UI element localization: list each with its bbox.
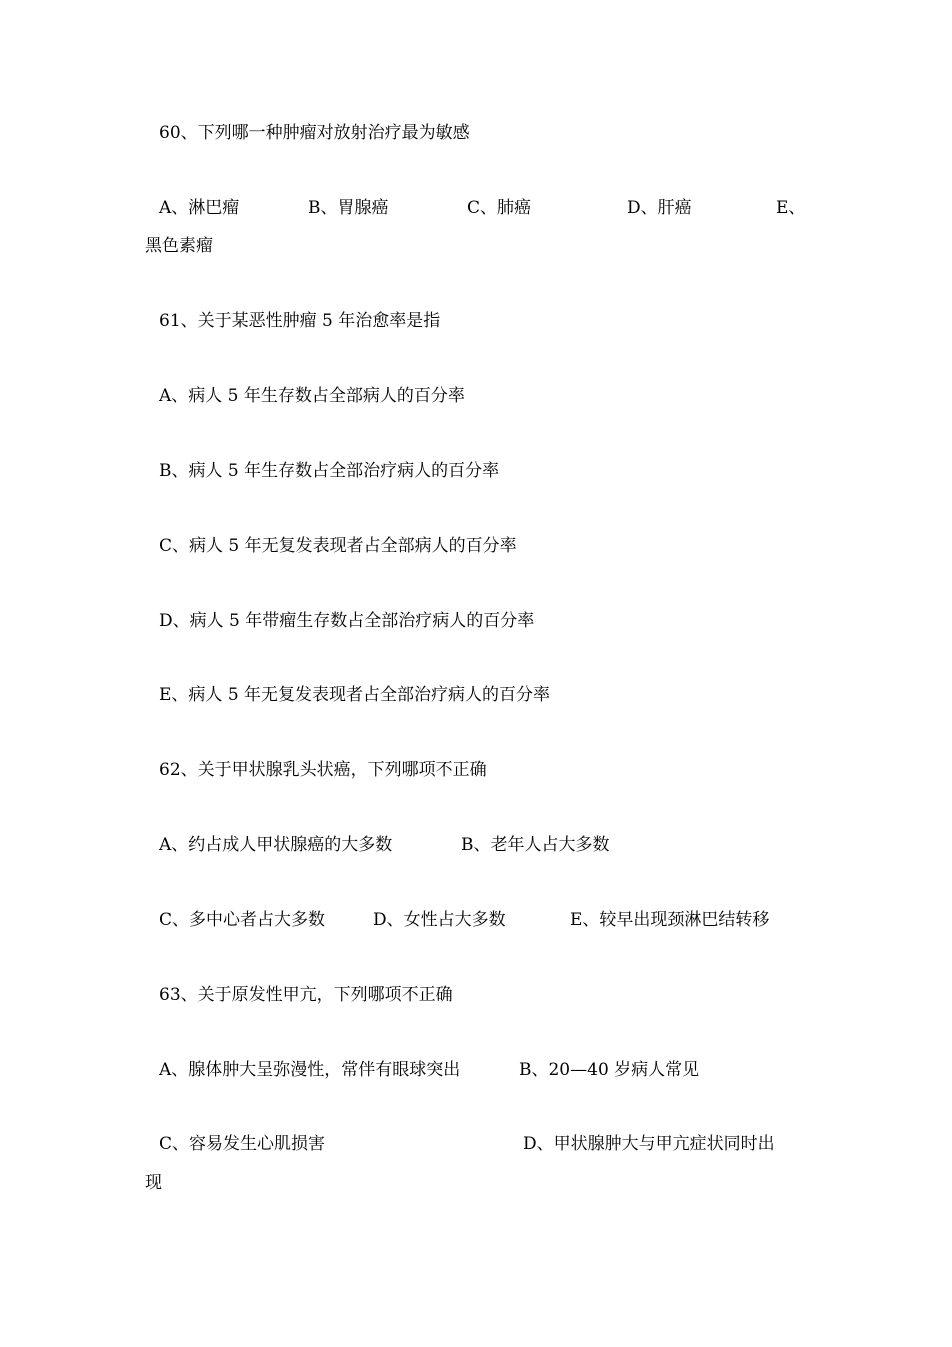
question-61-option-e: E、病人 5 年无复发表现者占全部治疗病人的百分率: [159, 685, 551, 705]
question-63-option-b: B、20—40 岁病人常见: [519, 1060, 700, 1080]
question-63-option-d-wrap: 现: [145, 1173, 162, 1193]
question-60-stem: 60、下列哪一种肿瘤对放射治疗最为敏感: [159, 123, 470, 143]
question-60-option-a: A、淋巴瘤: [159, 198, 240, 218]
question-62-option-d: D、女性占大多数: [373, 910, 506, 930]
question-61-option-a: A、病人 5 年生存数占全部病人的百分率: [159, 386, 465, 406]
question-61-stem: 61、关于某恶性肿瘤 5 年治愈率是指: [159, 311, 441, 331]
question-60-option-e-wrap: 黑色素瘤: [145, 236, 213, 256]
question-63-option-a: A、腺体肿大呈弥漫性，常伴有眼球突出: [159, 1060, 461, 1080]
question-62-option-a: A、约占成人甲状腺癌的大多数: [159, 835, 393, 855]
question-63-stem: 63、关于原发性甲亢，下列哪项不正确: [159, 985, 453, 1005]
question-61-option-d: D、病人 5 年带瘤生存数占全部治疗病人的百分率: [159, 611, 535, 631]
question-61-option-b: B、病人 5 年生存数占全部治疗病人的百分率: [159, 461, 500, 481]
question-60-option-c: C、肺癌: [467, 198, 532, 218]
question-63-option-d: D、甲状腺肿大与甲亢症状同时出: [523, 1134, 775, 1154]
question-62-option-e: E、较早出现颈淋巴结转移: [570, 910, 770, 930]
question-60-option-d: D、肝癌: [627, 198, 692, 218]
question-61-option-c: C、病人 5 年无复发表现者占全部病人的百分率: [159, 536, 517, 556]
question-60-option-e: E、: [776, 198, 806, 218]
question-60-option-b: B、胃腺癌: [308, 198, 389, 218]
question-62-stem: 62、关于甲状腺乳头状癌，下列哪项不正确: [159, 760, 487, 780]
question-63-option-c: C、容易发生心肌损害: [159, 1134, 326, 1154]
question-62-option-b: B、老年人占大多数: [461, 835, 610, 855]
question-62-option-c: C、多中心者占大多数: [159, 910, 326, 930]
